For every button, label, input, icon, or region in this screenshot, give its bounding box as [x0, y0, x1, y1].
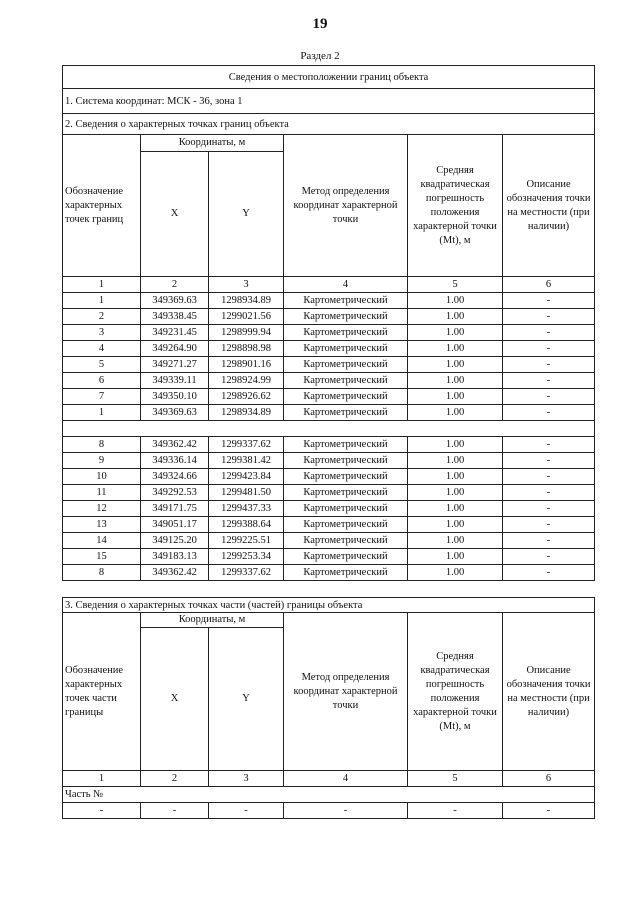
table-cell: Картометрический: [284, 533, 408, 549]
part-points-table: [62, 597, 595, 819]
table-row: [63, 325, 595, 341]
table-cell: 349271.27: [141, 357, 209, 373]
table-row: [63, 373, 595, 389]
table-cell: 349264.90: [141, 341, 209, 357]
table-cell: 1298898.98: [209, 341, 284, 357]
x-header: X: [141, 628, 209, 771]
error-header: Средняя квадратическая погрешность положения характерной точки (Mt), м: [408, 613, 503, 771]
table-cell: 1.00: [408, 293, 503, 309]
table-cell: 1.00: [408, 453, 503, 469]
table-cell: Картометрический: [284, 453, 408, 469]
table-cell: -: [503, 517, 595, 533]
table-cell: 1.00: [408, 485, 503, 501]
table-cell: 1299253.34: [209, 549, 284, 565]
table-cell: 4: [63, 341, 141, 357]
method-header: Метод определения координат характерной точки: [284, 613, 408, 771]
table-cell: 3: [209, 277, 284, 293]
table-cell: -: [503, 293, 595, 309]
table-cell: 349125.20: [141, 533, 209, 549]
table-row: [63, 437, 595, 453]
table-cell: 349292.53: [141, 485, 209, 501]
coords-header: Координаты, м: [141, 613, 284, 628]
method-header: Метод определения координат характерной точки: [284, 135, 408, 277]
table-cell: 1.00: [408, 341, 503, 357]
table-cell: Картометрический: [284, 565, 408, 581]
table-cell: 5: [408, 771, 503, 787]
table-cell: 349362.42: [141, 437, 209, 453]
x-header: X: [141, 152, 209, 277]
table-cell: 1.00: [408, 469, 503, 485]
table-row: [63, 357, 595, 373]
table-cell: 2: [63, 309, 141, 325]
table-cell: -: [141, 803, 209, 819]
table-cell: -: [503, 565, 595, 581]
table-cell: 1299225.51: [209, 533, 284, 549]
table-cell: 7: [63, 389, 141, 405]
table-cell: 2: [141, 771, 209, 787]
table-cell: 8: [63, 565, 141, 581]
table-cell: 1.00: [408, 517, 503, 533]
table-cell: 14: [63, 533, 141, 549]
table-cell: 349362.42: [141, 565, 209, 581]
table-row: [63, 341, 595, 357]
table-cell: 349338.45: [141, 309, 209, 325]
table-cell: 349183.13: [141, 549, 209, 565]
table-cell: 10: [63, 469, 141, 485]
description-header: Описание обозначения точки на местности (при наличии): [503, 135, 595, 277]
table-cell: Картометрический: [284, 437, 408, 453]
table-cell: Картометрический: [284, 389, 408, 405]
table-row: [63, 501, 595, 517]
table-cell: 1: [63, 277, 141, 293]
table-cell: 1.00: [408, 389, 503, 405]
table-row: [63, 405, 595, 421]
y-header: Y: [209, 628, 284, 771]
table-title: Сведения о местоположении границ объекта: [63, 66, 595, 89]
table-cell: 1.00: [408, 325, 503, 341]
table-cell: 5: [63, 357, 141, 373]
table-row: [63, 533, 595, 549]
part-row: [63, 803, 595, 819]
part3-title: 3. Сведения о характерных точках части (частей) границы объекта: [63, 598, 595, 613]
table-cell: Картометрический: [284, 517, 408, 533]
table-cell: -: [503, 501, 595, 517]
table-cell: -: [503, 803, 595, 819]
table-row: [63, 293, 595, 309]
designation-header: Обозначение характерных точек границ: [63, 135, 141, 277]
coords-header: Координаты, м: [141, 135, 284, 152]
table-cell: 9: [63, 453, 141, 469]
y-header: Y: [209, 152, 284, 277]
column-numbers-row: [63, 771, 595, 787]
table-cell: 1.00: [408, 357, 503, 373]
table-row: [63, 485, 595, 501]
boundary-points-table: [62, 65, 595, 581]
table-cell: Картометрический: [284, 549, 408, 565]
table-row: [63, 517, 595, 533]
table-cell: 1298901.16: [209, 357, 284, 373]
table-cell: 1298924.99: [209, 373, 284, 389]
table-cell: Картометрический: [284, 357, 408, 373]
table-cell: -: [284, 803, 408, 819]
part2-title: 2. Сведения о характерных точках границ объекта: [63, 114, 595, 135]
table-cell: 1299423.84: [209, 469, 284, 485]
separator-row: [63, 421, 595, 437]
table-cell: Картометрический: [284, 341, 408, 357]
table-cell: 349339.11: [141, 373, 209, 389]
table-cell: 1.00: [408, 405, 503, 421]
table-cell: -: [503, 549, 595, 565]
table-row: [63, 549, 595, 565]
table-cell: -: [503, 309, 595, 325]
table-cell: Картометрический: [284, 373, 408, 389]
table-cell: 1299437.33: [209, 501, 284, 517]
table-cell: Картометрический: [284, 293, 408, 309]
table-cell: 1.00: [408, 437, 503, 453]
table-cell: 1299381.42: [209, 453, 284, 469]
table-cell: 1: [63, 405, 141, 421]
table-cell: -: [503, 405, 595, 421]
table-cell: -: [503, 325, 595, 341]
table-row: [63, 469, 595, 485]
table-cell: 1298934.89: [209, 293, 284, 309]
table-cell: 15: [63, 549, 141, 565]
table-cell: 1298934.89: [209, 405, 284, 421]
table-cell: -: [503, 341, 595, 357]
table-cell: 13: [63, 517, 141, 533]
table-cell: 1299021.56: [209, 309, 284, 325]
section-label: Раздел 2: [300, 50, 340, 62]
table-cell: 1299337.62: [209, 437, 284, 453]
table-cell: 349336.14: [141, 453, 209, 469]
table-cell: 4: [284, 771, 408, 787]
error-header: Средняя квадратическая погрешность положения характерной точки (Mt), м: [408, 135, 503, 277]
table-cell: Картометрический: [284, 485, 408, 501]
table-cell: 349324.66: [141, 469, 209, 485]
table-cell: -: [209, 803, 284, 819]
table-row: [63, 389, 595, 405]
table-cell: 1.00: [408, 549, 503, 565]
table-cell: Картометрический: [284, 469, 408, 485]
table-cell: 1: [63, 293, 141, 309]
table-cell: 349350.10: [141, 389, 209, 405]
table-cell: 349051.17: [141, 517, 209, 533]
table-cell: 349369.63: [141, 293, 209, 309]
table-cell: Картометрический: [284, 309, 408, 325]
table-cell: -: [408, 803, 503, 819]
table-cell: 8: [63, 437, 141, 453]
table-cell: -: [503, 389, 595, 405]
table-cell: 1: [63, 771, 141, 787]
table-cell: -: [503, 533, 595, 549]
table-cell: -: [503, 453, 595, 469]
table-row: [63, 565, 595, 581]
table-cell: 11: [63, 485, 141, 501]
table-cell: -: [503, 485, 595, 501]
table-cell: 349231.45: [141, 325, 209, 341]
table-cell: 5: [408, 277, 503, 293]
table-cell: 349369.63: [141, 405, 209, 421]
table-cell: 1.00: [408, 501, 503, 517]
table-cell: 1298926.62: [209, 389, 284, 405]
table-row: [63, 453, 595, 469]
table-cell: Картометрический: [284, 405, 408, 421]
table-cell: -: [503, 469, 595, 485]
table-cell: 1.00: [408, 565, 503, 581]
table-cell: 1.00: [408, 373, 503, 389]
designation-part-header: Обозначение характерных точек части границы: [63, 613, 141, 771]
table-cell: 1298999.94: [209, 325, 284, 341]
coord-system: 1. Система координат: МСК - 36, зона 1: [63, 89, 595, 114]
table-cell: 6: [503, 771, 595, 787]
table-cell: 6: [63, 373, 141, 389]
table-cell: 3: [209, 771, 284, 787]
table-cell: 349171.75: [141, 501, 209, 517]
column-numbers-row: [63, 277, 595, 293]
description-header: Описание обозначения точки на местности (при наличии): [503, 613, 595, 771]
table-cell: Картометрический: [284, 325, 408, 341]
part-label: Часть №: [63, 787, 595, 803]
table-cell: -: [503, 357, 595, 373]
page-number: 19: [312, 16, 328, 32]
table-cell: 3: [63, 325, 141, 341]
table-cell: 1299337.62: [209, 565, 284, 581]
table-row: [63, 309, 595, 325]
table-cell: 12: [63, 501, 141, 517]
table-cell: 4: [284, 277, 408, 293]
table-cell: 1299481.50: [209, 485, 284, 501]
table-cell: 2: [141, 277, 209, 293]
table-cell: -: [63, 803, 141, 819]
table-cell: -: [503, 373, 595, 389]
table-cell: Картометрический: [284, 501, 408, 517]
table-cell: 1299388.64: [209, 517, 284, 533]
table-cell: 1.00: [408, 533, 503, 549]
table-cell: 1.00: [408, 309, 503, 325]
table-cell: -: [503, 437, 595, 453]
table-cell: 6: [503, 277, 595, 293]
